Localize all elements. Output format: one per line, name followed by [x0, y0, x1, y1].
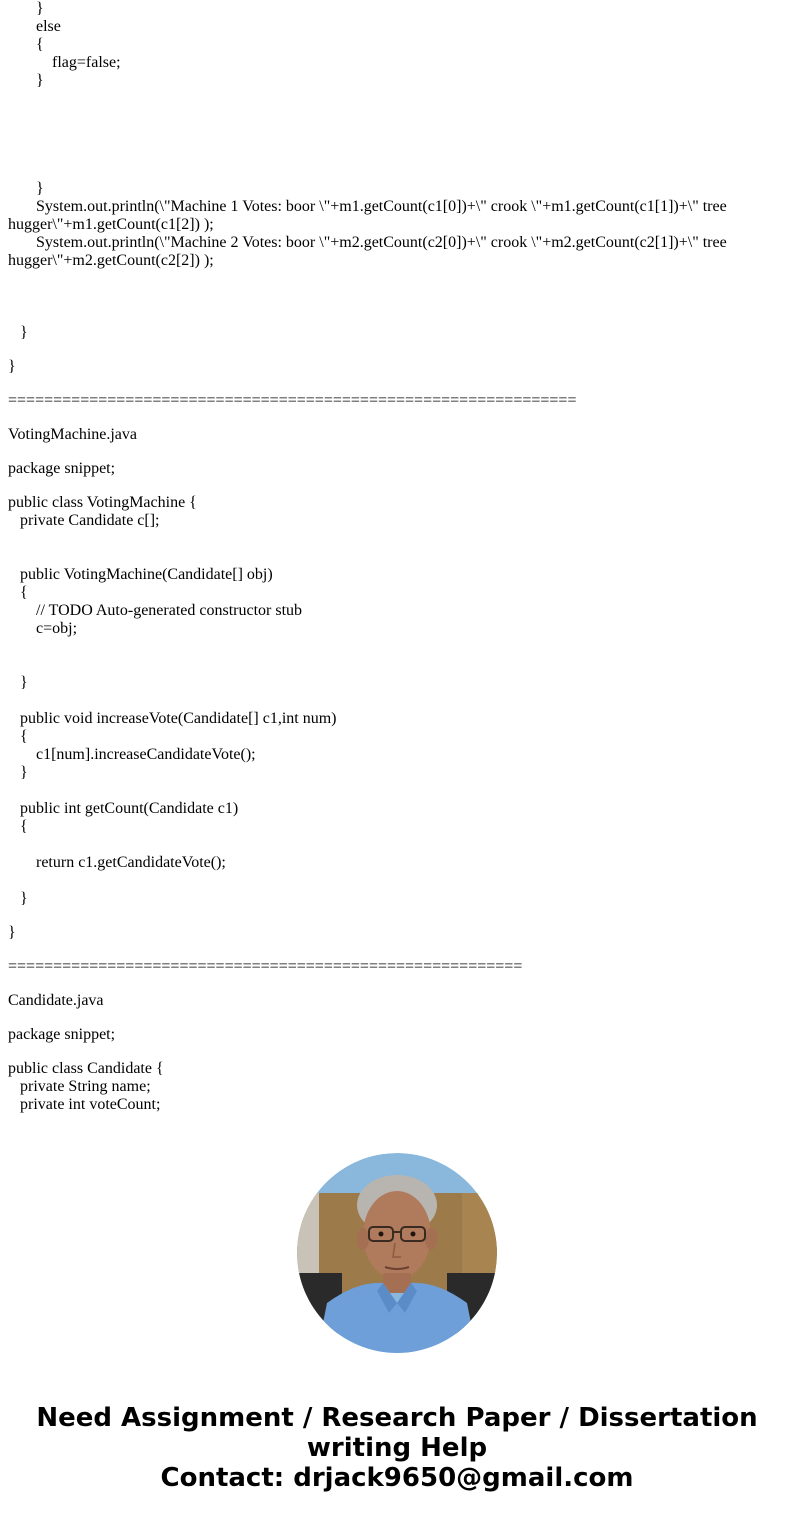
- code-line-println-2: System.out.println(\"Machine 2 Votes: boor \"+m2.getCount(c2[0])+\" crook \"+m2.getCount(c2[1])+\" tree hugger\"+m2.getCount(c2[2]) );: [8, 234, 731, 269]
- promo-contact: Contact: drjack9650@gmail.com: [160, 1463, 634, 1493]
- code-line: package snippet;: [8, 460, 116, 477]
- code-line: public class VotingMachine {: [8, 494, 197, 511]
- file-heading: Candidate.java: [8, 992, 104, 1009]
- code-line: }: [8, 358, 16, 375]
- code-line: }: [36, 180, 44, 197]
- code-line: flag=false;: [52, 54, 121, 71]
- code-line: private String name;: [20, 1078, 151, 1095]
- code-line: // TODO Auto-generated constructor stub: [36, 602, 303, 619]
- code-line: private int voteCount;: [20, 1096, 161, 1113]
- promo-line: writing Help: [306, 1433, 488, 1463]
- code-line: public void increaseVote(Candidate[] c1,int num): [20, 710, 337, 727]
- code-line-println-1: System.out.println(\"Machine 1 Votes: boor \"+m1.getCount(c1[0])+\" crook \"+m1.getCount(c1[1])+\" tree hugger\"+m1.getCount(c1[2]) );: [8, 198, 731, 233]
- avatar: [297, 1153, 497, 1353]
- code-line: }: [8, 924, 16, 941]
- code-line: else: [36, 18, 61, 35]
- code-line: public VotingMachine(Candidate[] obj): [20, 566, 273, 583]
- code-line: }: [36, 0, 44, 17]
- code-line: {: [20, 728, 28, 745]
- code-line: {: [20, 818, 28, 835]
- code-listing: [8, 0, 786, 1114]
- file-heading: VotingMachine.java: [8, 426, 138, 443]
- code-line: public class Candidate {: [8, 1060, 164, 1077]
- code-line: package snippet;: [8, 1026, 116, 1043]
- code-line: c=obj;: [36, 620, 78, 637]
- code-line: public int getCount(Candidate c1): [20, 800, 239, 817]
- code-line: {: [36, 36, 44, 53]
- code-line: c1[num].increaseCandidateVote();: [36, 746, 256, 763]
- code-line: }: [20, 890, 28, 907]
- code-line: }: [20, 324, 28, 341]
- code-line: }: [20, 764, 28, 781]
- separator: =========================================================: [8, 958, 523, 975]
- promo-line: Need Assignment / Research Paper / Dissertation: [36, 1403, 758, 1433]
- person-portrait-icon: [297, 1153, 497, 1353]
- code-line: private Candidate c[];: [20, 512, 160, 529]
- separator: ===============================================================: [8, 392, 577, 409]
- promo-banner: [0, 1403, 794, 1493]
- code-line: {: [20, 584, 28, 601]
- code-line: }: [20, 674, 28, 691]
- code-line: return c1.getCandidateVote();: [36, 854, 226, 871]
- code-line: }: [36, 72, 44, 89]
